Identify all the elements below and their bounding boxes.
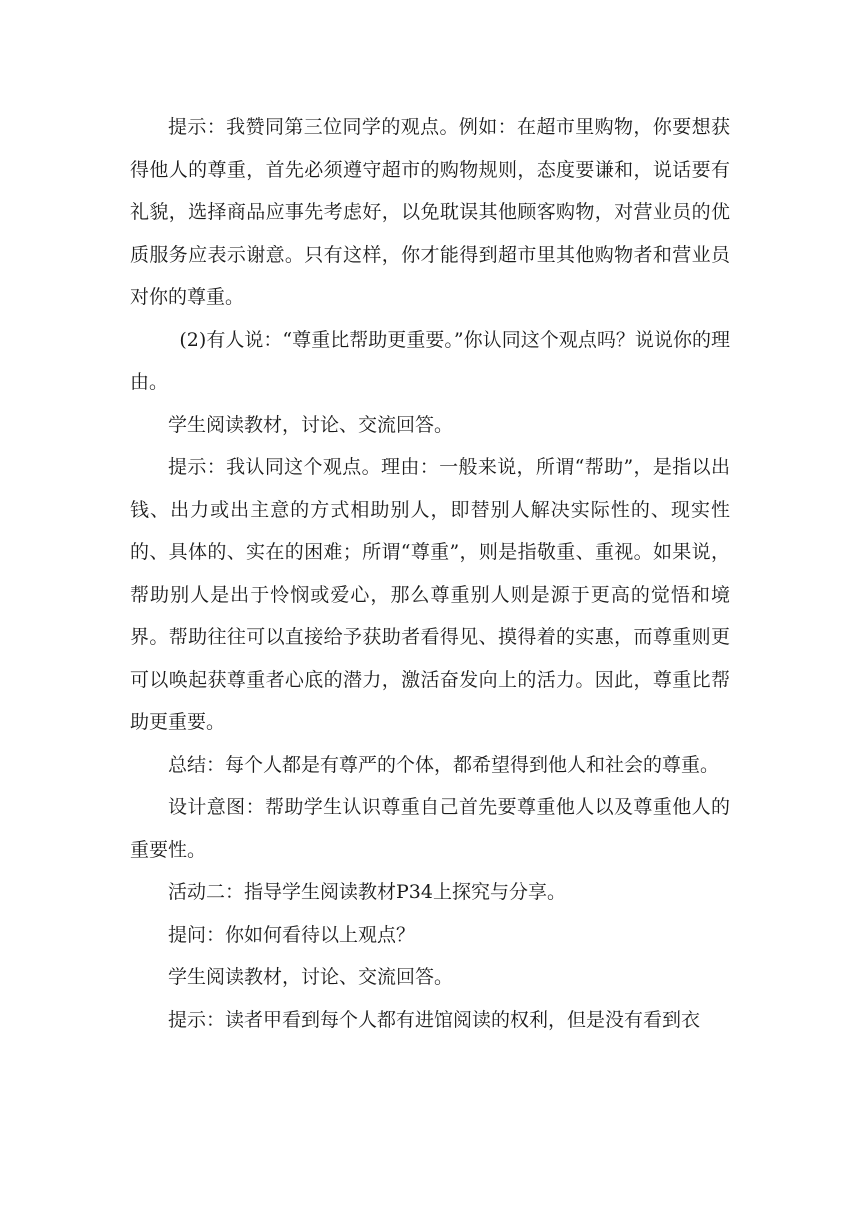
paragraph-student-reading-2: 学生阅读教材，讨论、交流回答。 bbox=[168, 966, 454, 988]
paragraph-question: 提问：你如何看待以上观点？ bbox=[168, 923, 416, 946]
paragraph-activity-two: 活动二：指导学生阅读教材P34上探究与分享。 bbox=[168, 881, 566, 903]
paragraph-hint-respect-help: 提示：我认同这个观点。理由：一般来说，所谓“帮助”，是指以出钱、出力或出主意的方式相助别人，即替别人解决实际性的、现实性的、具体的、实在的困难；所谓“尊重”，则是指敬重、重视。如果说，帮助别人是出于怜悯或爱心，那么尊重别人则是源于更高的觉悟和境界。帮助往往可以直接给予获助者看得见、摸得着的实惠，而尊重则更可以唤起获尊重者心底的潜力，激活奋发向上的活力。因此，尊重比帮助更重要。 bbox=[130, 456, 730, 733]
paragraph-summary: 总结：每个人都是有尊严的个体，都希望得到他人和社会的尊重。 bbox=[168, 753, 720, 776]
paragraph-design-intent: 设计意图：帮助学生认识尊重自己首先要尊重他人以及尊重他人的重要性。 bbox=[130, 796, 730, 861]
paragraph-hint-reader: 提示：读者甲看到每个人都有进馆阅读的权利，但是没有看到衣 bbox=[168, 1008, 701, 1031]
paragraph-question-2: (2)有人说：“尊重比帮助更重要。”你认同这个观点吗？说说你的理由。 bbox=[130, 328, 730, 393]
paragraph-hint-supermarket: 提示：我赞同第三位同学的观点。例如：在超市里购物，你要想获得他人的尊重，首先必须遵守超市的购物规则，态度要谦和，说话要有礼貌，选择商品应事先考虑好，以免耽误其他顾客购物，对营业员的优质服务应表示谢意。只有这样，你才能得到超市里其他购物者和营业员对你的尊重。 bbox=[130, 116, 730, 308]
document-page bbox=[130, 106, 730, 1041]
paragraph-student-reading-1: 学生阅读教材，讨论、交流回答。 bbox=[168, 413, 454, 436]
